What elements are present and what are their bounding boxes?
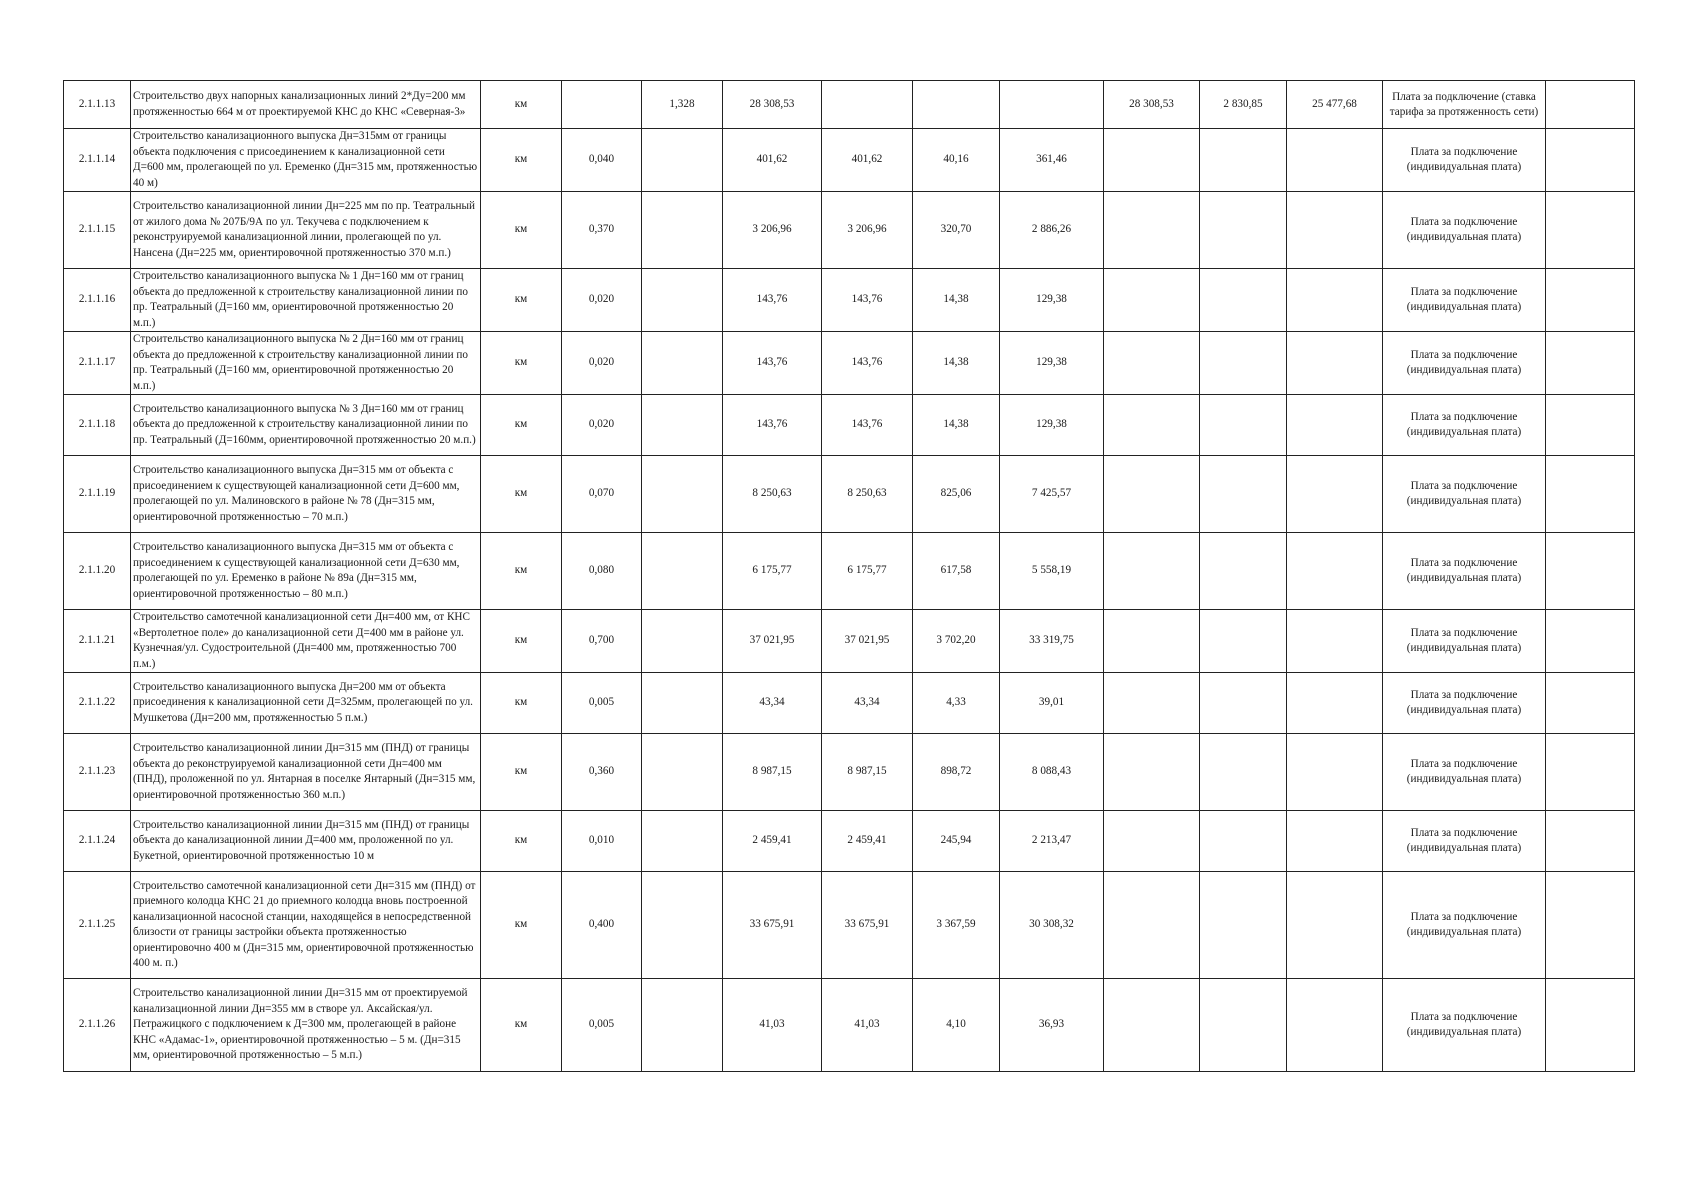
table-row [64,610,1635,673]
row-extra [1546,673,1635,734]
row-rate-total [1104,269,1200,332]
row-rate-total [1104,395,1200,456]
table-row [64,332,1635,395]
row-unit: км [481,395,562,456]
row-code: 2.1.1.22 [64,673,131,734]
row-individual-total [822,81,913,129]
row-rate-net [1287,269,1383,332]
row-unit: км [481,456,562,533]
row-code: 2.1.1.18 [64,395,131,456]
row-rate-total [1104,811,1200,872]
row-unit: км [481,332,562,395]
row-description: Строительство канализационного выпуска Дн=315мм от границы объекта подключения с присоединением к канализационной сети Д=600 мм, пролегающей по ул. Еременко (Дн=315 мм, протяженностью 40 м) [131,129,481,192]
table-row [64,979,1635,1072]
table-row [64,192,1635,269]
row-payment-type: Плата за подключение (индивидуальная плата) [1383,129,1546,192]
row-individual-net: 5 558,19 [1000,533,1104,610]
row-rate-total [1104,456,1200,533]
row-unit: км [481,533,562,610]
row-individual-total: 8 987,15 [822,734,913,811]
row-length-km: 0,360 [562,734,642,811]
row-length-km: 0,020 [562,395,642,456]
row-code: 2.1.1.23 [64,734,131,811]
row-unit: км [481,129,562,192]
row-extra [1546,332,1635,395]
row-individual-net: 129,38 [1000,269,1104,332]
row-payment-type: Плата за подключение (индивидуальная плата) [1383,192,1546,269]
row-rate-net [1287,734,1383,811]
row-length-km-alt [642,533,723,610]
row-cost-total: 2 459,41 [723,811,822,872]
row-description: Строительство канализационного выпуска Дн=200 мм от объекта присоединения к канализационной сети Д=325мм, пролегающей по ул. Мушкетова (Дн=200 мм, протяженностью 5 п.м.) [131,673,481,734]
row-length-km: 0,010 [562,811,642,872]
row-individual-total: 3 206,96 [822,192,913,269]
row-cost-total: 37 021,95 [723,610,822,673]
row-rate-net [1287,192,1383,269]
row-rate-net [1287,811,1383,872]
row-individual-net: 2 886,26 [1000,192,1104,269]
row-individual-net: 361,46 [1000,129,1104,192]
row-individual-total: 41,03 [822,979,913,1072]
row-cost-total: 43,34 [723,673,822,734]
row-individual-net: 129,38 [1000,395,1104,456]
row-unit: км [481,872,562,979]
row-length-km: 0,005 [562,979,642,1072]
row-rate-vat [1200,395,1287,456]
row-rate-net [1287,456,1383,533]
row-individual-vat: 14,38 [913,395,1000,456]
row-payment-type: Плата за подключение (ставка тарифа за протяженность сети) [1383,81,1546,129]
row-rate-total [1104,610,1200,673]
row-individual-vat: 320,70 [913,192,1000,269]
row-length-km-alt [642,811,723,872]
row-unit: км [481,610,562,673]
row-individual-vat: 3 702,20 [913,610,1000,673]
row-length-km [562,81,642,129]
row-code: 2.1.1.19 [64,456,131,533]
row-code: 2.1.1.26 [64,979,131,1072]
row-individual-total: 143,76 [822,269,913,332]
row-rate-vat [1200,979,1287,1072]
row-individual-vat: 825,06 [913,456,1000,533]
row-rate-vat [1200,192,1287,269]
row-rate-net [1287,979,1383,1072]
row-unit: км [481,811,562,872]
row-individual-total: 6 175,77 [822,533,913,610]
row-description: Строительство канализационного выпуска № 3 Дн=160 мм от границ объекта до предложенной к строительству канализационной линии по пр. Театральный (Д=160мм, ориентировочной протяженностью 20 м.п.) [131,395,481,456]
row-length-km-alt [642,673,723,734]
row-payment-type: Плата за подключение (индивидуальная плата) [1383,979,1546,1072]
row-description: Строительство двух напорных канализационных линий 2*Ду=200 мм протяженностью 664 м от проектируемой КНС до КНС «Северная-3» [131,81,481,129]
row-rate-vat: 2 830,85 [1200,81,1287,129]
row-individual-vat: 3 367,59 [913,872,1000,979]
row-extra [1546,872,1635,979]
row-rate-total [1104,332,1200,395]
table-row [64,81,1635,129]
row-code: 2.1.1.25 [64,872,131,979]
table-row [64,673,1635,734]
row-cost-total: 6 175,77 [723,533,822,610]
row-cost-total: 28 308,53 [723,81,822,129]
row-payment-type: Плата за подключение (индивидуальная плата) [1383,610,1546,673]
row-length-km: 0,020 [562,332,642,395]
row-description: Строительство самотечной канализационной сети Дн=315 мм (ПНД) от приемного колодца КНС 21 до приемного колодца вновь построенной канализационной насосной станции, находящейся в непосредственной близости от границы застройки объекта протяженностью ориентировочно 400 м (Дн=315 мм, ориентировочной протяженностью 400 м. п.) [131,872,481,979]
row-code: 2.1.1.16 [64,269,131,332]
row-length-km-alt [642,192,723,269]
row-rate-vat [1200,332,1287,395]
row-individual-total: 8 250,63 [822,456,913,533]
row-individual-vat: 898,72 [913,734,1000,811]
row-payment-type: Плата за подключение (индивидуальная плата) [1383,456,1546,533]
row-individual-net: 2 213,47 [1000,811,1104,872]
row-extra [1546,734,1635,811]
row-extra [1546,81,1635,129]
row-rate-net [1287,129,1383,192]
table-row [64,734,1635,811]
row-individual-total: 2 459,41 [822,811,913,872]
row-extra [1546,456,1635,533]
row-payment-type: Плата за подключение (индивидуальная плата) [1383,872,1546,979]
row-description: Строительство канализационного выпуска Дн=315 мм от объекта с присоединением к существующей канализационной сети Д=630 мм, пролегающей по ул. Еременко в районе № 89а (Дн=315 мм, ориентировочной протяженностью – 80 м.п.) [131,533,481,610]
row-code: 2.1.1.17 [64,332,131,395]
row-individual-net: 7 425,57 [1000,456,1104,533]
row-individual-vat: 40,16 [913,129,1000,192]
row-length-km: 0,005 [562,673,642,734]
row-unit: км [481,673,562,734]
row-rate-vat [1200,673,1287,734]
row-extra [1546,979,1635,1072]
row-individual-net: 39,01 [1000,673,1104,734]
row-description: Строительство самотечной канализационной сети Дн=400 мм, от КНС «Вертолетное поле» до канализационной сети Д=400 мм в районе ул. Кузнечная/ул. Судостроительной (Дн=400 мм, протяженностью 700 п.м.) [131,610,481,673]
row-description: Строительство канализационного выпуска № 1 Дн=160 мм от границ объекта до предложенной к строительству канализационной линии по пр. Театральный (Д=160 мм, ориентировочной протяженностью 20 м.п.) [131,269,481,332]
row-payment-type: Плата за подключение (индивидуальная плата) [1383,332,1546,395]
row-rate-net [1287,332,1383,395]
row-length-km-alt [642,332,723,395]
row-rate-vat [1200,872,1287,979]
row-individual-vat: 4,10 [913,979,1000,1072]
row-description: Строительство канализационной линии Дн=315 мм (ПНД) от границы объекта до реконструируемой канализационной сети Дн=400 мм (ПНД), проложенной по ул. Янтарная в поселке Янтарный (Дн=315 мм, ориентировочной протяженностью 360 м.п.) [131,734,481,811]
row-unit: км [481,269,562,332]
row-length-km-alt [642,610,723,673]
row-cost-total: 143,76 [723,395,822,456]
row-cost-total: 3 206,96 [723,192,822,269]
row-code: 2.1.1.15 [64,192,131,269]
row-individual-vat [913,81,1000,129]
row-rate-vat [1200,129,1287,192]
row-individual-total: 37 021,95 [822,610,913,673]
row-individual-total: 401,62 [822,129,913,192]
row-unit: км [481,979,562,1072]
row-length-km-alt [642,872,723,979]
row-rate-total [1104,673,1200,734]
row-rate-total: 28 308,53 [1104,81,1200,129]
row-code: 2.1.1.20 [64,533,131,610]
row-rate-vat [1200,734,1287,811]
row-length-km-alt [642,979,723,1072]
row-rate-net [1287,533,1383,610]
row-individual-vat: 14,38 [913,269,1000,332]
row-rate-total [1104,192,1200,269]
row-payment-type: Плата за подключение (индивидуальная плата) [1383,811,1546,872]
row-description: Строительство канализационного выпуска № 2 Дн=160 мм от границ объекта до предложенной к строительству канализационной линии по пр. Театральный (Д=160 мм, ориентировочной протяженностью 20 м.п.) [131,332,481,395]
row-individual-total: 43,34 [822,673,913,734]
row-individual-vat: 14,38 [913,332,1000,395]
row-rate-total [1104,979,1200,1072]
row-unit: км [481,192,562,269]
row-individual-net: 33 319,75 [1000,610,1104,673]
row-cost-total: 401,62 [723,129,822,192]
table-row [64,872,1635,979]
row-cost-total: 8 250,63 [723,456,822,533]
row-rate-vat [1200,610,1287,673]
row-individual-total: 143,76 [822,332,913,395]
row-payment-type: Плата за подключение (индивидуальная плата) [1383,673,1546,734]
row-payment-type: Плата за подключение (индивидуальная плата) [1383,269,1546,332]
row-rate-net: 25 477,68 [1287,81,1383,129]
row-individual-net: 129,38 [1000,332,1104,395]
table-body [64,81,1635,1072]
row-rate-net [1287,395,1383,456]
row-extra [1546,395,1635,456]
row-rate-vat [1200,533,1287,610]
row-length-km-alt [642,269,723,332]
row-description: Строительство канализационной линии Дн=225 мм по пр. Театральный от жилого дома № 207Б/9А по ул. Текучева с подключением к реконструируемой канализационной линии, пролегающей по ул. Нансена (Дн=225 мм, ориентировочной протяженностью 370 м.п.) [131,192,481,269]
table-row [64,456,1635,533]
row-payment-type: Плата за подключение (индивидуальная плата) [1383,533,1546,610]
row-extra [1546,811,1635,872]
row-rate-vat [1200,456,1287,533]
row-extra [1546,192,1635,269]
row-individual-total: 143,76 [822,395,913,456]
row-individual-vat: 4,33 [913,673,1000,734]
row-length-km-alt [642,734,723,811]
row-description: Строительство канализационной линии Дн=315 мм от проектируемой канализационной линии Дн=355 мм в створе ул. Аксайская/ул. Петражицкого с подключением к Д=300 мм, пролегающей в районе КНС «Адамас-1», ориентировочной протяженностью – 5 м. (Дн=315 мм, ориентировочной протяженностью – 5 м.п.) [131,979,481,1072]
row-individual-net: 8 088,43 [1000,734,1104,811]
row-payment-type: Плата за подключение (индивидуальная плата) [1383,734,1546,811]
row-cost-total: 143,76 [723,332,822,395]
row-rate-net [1287,610,1383,673]
row-length-km: 0,020 [562,269,642,332]
row-individual-net: 30 308,32 [1000,872,1104,979]
row-code: 2.1.1.14 [64,129,131,192]
row-rate-net [1287,872,1383,979]
row-description: Строительство канализационной линии Дн=315 мм (ПНД) от границы объекта до канализационной линии Д=400 мм, проложенной по ул. Букетной, ориентировочной протяженностью 10 м [131,811,481,872]
row-length-km-alt [642,456,723,533]
row-description: Строительство канализационного выпуска Дн=315 мм от объекта с присоединением к существующей канализационной сети Д=600 мм, пролегающей по ул. Малиновского в районе № 78 (Дн=315 мм, ориентировочной протяженностью – 70 м.п.) [131,456,481,533]
row-length-km: 0,080 [562,533,642,610]
row-length-km-alt [642,129,723,192]
row-rate-total [1104,734,1200,811]
row-unit: км [481,734,562,811]
row-individual-total: 33 675,91 [822,872,913,979]
row-rate-total [1104,872,1200,979]
row-length-km: 0,370 [562,192,642,269]
row-length-km-alt: 1,328 [642,81,723,129]
row-length-km: 0,400 [562,872,642,979]
row-extra [1546,269,1635,332]
row-individual-vat: 245,94 [913,811,1000,872]
row-rate-total [1104,533,1200,610]
row-rate-vat [1200,811,1287,872]
row-length-km-alt [642,395,723,456]
row-unit: км [481,81,562,129]
row-extra [1546,610,1635,673]
row-rate-total [1104,129,1200,192]
row-rate-net [1287,673,1383,734]
row-length-km: 0,700 [562,610,642,673]
row-code: 2.1.1.24 [64,811,131,872]
row-code: 2.1.1.21 [64,610,131,673]
row-individual-vat: 617,58 [913,533,1000,610]
tariff-table [63,80,1635,1072]
row-individual-net [1000,81,1104,129]
row-extra [1546,129,1635,192]
row-code: 2.1.1.13 [64,81,131,129]
row-rate-vat [1200,269,1287,332]
table-row [64,269,1635,332]
row-payment-type: Плата за подключение (индивидуальная плата) [1383,395,1546,456]
row-cost-total: 41,03 [723,979,822,1072]
row-length-km: 0,040 [562,129,642,192]
table-row [64,129,1635,192]
row-cost-total: 8 987,15 [723,734,822,811]
row-cost-total: 33 675,91 [723,872,822,979]
row-length-km: 0,070 [562,456,642,533]
row-cost-total: 143,76 [723,269,822,332]
row-individual-net: 36,93 [1000,979,1104,1072]
table-row [64,395,1635,456]
row-extra [1546,533,1635,610]
table-row [64,533,1635,610]
table-row [64,811,1635,872]
